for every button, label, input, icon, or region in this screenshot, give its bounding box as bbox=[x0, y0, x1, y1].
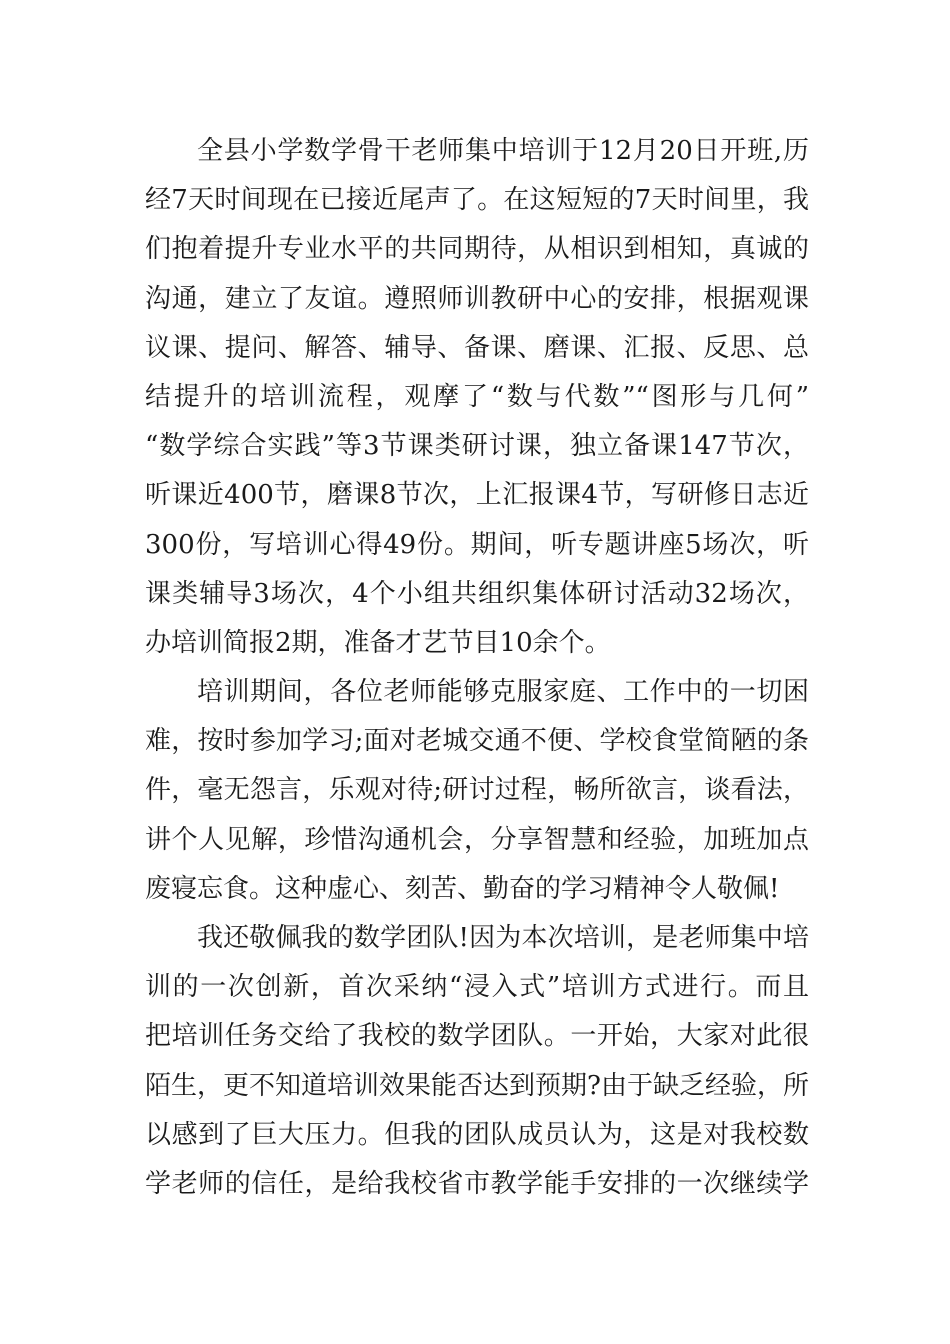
text-line: 300份，写培训心得49份。期间，听专题讲座5场次，听 bbox=[145, 529, 809, 560]
paragraph-3 bbox=[145, 914, 809, 1209]
text-line: 以感到了巨大压力。但我的团队成员认为，这是对我校数 bbox=[145, 1119, 809, 1150]
text-line: 陌生，更不知道培训效果能否达到预期?由于缺乏经验，所 bbox=[145, 1070, 809, 1101]
text-line: “数学综合实践”等3节课类研讨课，独立备课147节次， bbox=[145, 431, 809, 462]
text-line: 办培训简报2期，准备才艺节目10余个。 bbox=[145, 627, 611, 658]
text-line: 课类辅导3场次，4个小组共组织集体研讨活动32场次， bbox=[145, 578, 809, 609]
text-line: 们抱着提升专业水平的共同期待，从相识到相知，真诚的 bbox=[145, 234, 809, 265]
text-line: 全县小学数学骨干老师集中培训于12月20日开班,历 bbox=[197, 136, 809, 166]
text-line: 件，毫无怨言，乐观对待;研讨过程，畅所欲言，谈看法， bbox=[145, 775, 809, 806]
text-line: 难，按时参加学习;面对老城交通不便、学校食堂简陋的条 bbox=[145, 726, 809, 757]
text-line: 讲个人见解，珍惜沟通机会，分享智慧和经验，加班加点 bbox=[145, 824, 809, 855]
text-line: 培训期间，各位老师能够克服家庭、工作中的一切困 bbox=[197, 677, 809, 708]
text-line: 结提升的培训流程，观摩了“数与代数”“图形与几何” bbox=[145, 381, 809, 412]
text-line: 把培训任务交给了我校的数学团队。一开始，大家对此很 bbox=[145, 1021, 809, 1052]
document-body bbox=[145, 127, 809, 1209]
text-line: 议课、提问、解答、辅导、备课、磨课、汇报、反思、总 bbox=[145, 332, 809, 363]
paragraph-1 bbox=[145, 127, 809, 668]
text-line: 沟通，建立了友谊。遵照师训教研中心的安排，根据观课 bbox=[145, 283, 809, 314]
text-line: 学老师的信任，是给我校省市教学能手安排的一次继续学 bbox=[145, 1168, 809, 1199]
text-line: 我还敬佩我的数学团队!因为本次培训，是老师集中培 bbox=[197, 923, 809, 953]
paragraph-2 bbox=[145, 668, 809, 914]
text-line: 听课近400节，磨课8节次，上汇报课4节，写研修日志近 bbox=[145, 480, 809, 511]
text-line: 训的一次创新，首次采纳“浸入式”培训方式进行。而且 bbox=[145, 972, 809, 1003]
text-line: 废寝忘食。这种虚心、刻苦、勤奋的学习精神令人敬佩! bbox=[145, 873, 780, 904]
text-line: 经7天时间现在已接近尾声了。在这短短的7天时间里，我 bbox=[145, 185, 809, 216]
